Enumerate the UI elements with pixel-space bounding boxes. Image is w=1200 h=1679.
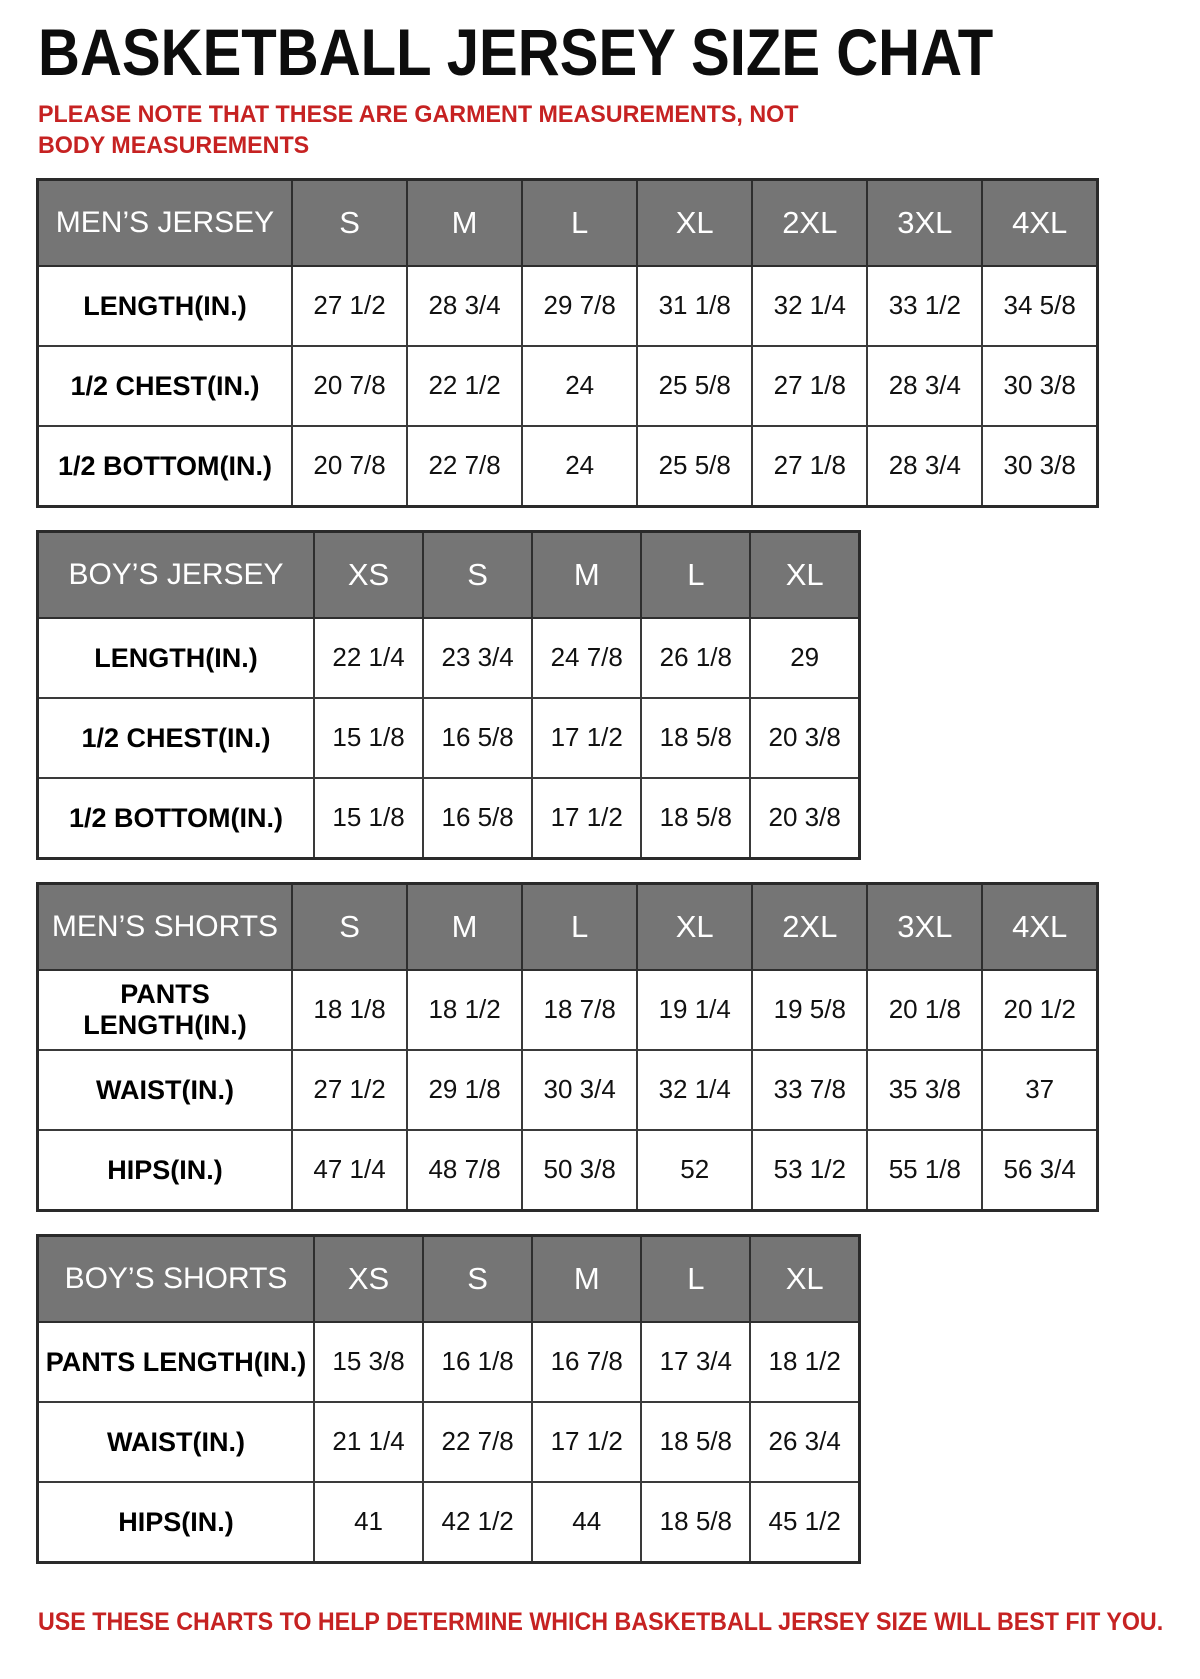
measurement-value: 27 1/2 [292,266,407,346]
size-column-header: XS [314,1235,423,1322]
table-header-row [38,883,1098,970]
table-title-cell: MEN’S JERSEY [38,179,293,266]
measurement-value: 45 1/2 [750,1482,859,1563]
size-column-header: XL [750,1235,859,1322]
size-column-header: L [641,531,750,618]
measurement-value: 24 7/8 [532,618,641,698]
size-column-header: 4XL [982,883,1097,970]
measurement-value: 29 [750,618,859,698]
size-column-header: XL [750,531,859,618]
row-label: LENGTH(IN.) [38,618,315,698]
measurement-value: 24 [522,426,637,507]
size-column-header: M [407,179,522,266]
measurement-value: 26 1/8 [641,618,750,698]
table-header-row [38,531,860,618]
row-label: PANTS LENGTH(IN.) [38,970,293,1050]
row-label: WAIST(IN.) [38,1050,293,1130]
measurement-value: 47 1/4 [292,1130,407,1211]
measurement-value: 53 1/2 [752,1130,867,1211]
row-label: PANTS LENGTH(IN.) [38,1322,315,1402]
measurement-value: 15 1/8 [314,778,423,859]
size-column-header: XS [314,531,423,618]
table-row [38,698,860,778]
measurement-value: 19 5/8 [752,970,867,1050]
measurement-value: 33 7/8 [752,1050,867,1130]
table-header-row [38,179,1098,266]
measurement-value: 18 5/8 [641,1402,750,1482]
row-label: LENGTH(IN.) [38,266,293,346]
measurement-value: 18 7/8 [522,970,637,1050]
size-column-header: 4XL [982,179,1097,266]
table-row [38,778,860,859]
measurement-value: 18 5/8 [641,698,750,778]
table-row [38,618,860,698]
measurement-value: 34 5/8 [982,266,1097,346]
size-column-header: 2XL [752,883,867,970]
measurement-value: 17 1/2 [532,1402,641,1482]
measurement-value: 22 7/8 [423,1402,532,1482]
boys-jersey-table [36,530,1164,860]
measurement-value: 31 1/8 [637,266,752,346]
measurement-value: 25 5/8 [637,426,752,507]
size-column-header: 3XL [867,179,982,266]
measurement-value: 29 7/8 [522,266,637,346]
measurement-value: 33 1/2 [867,266,982,346]
row-label: 1/2 CHEST(IN.) [38,698,315,778]
row-label: HIPS(IN.) [38,1482,315,1563]
mens-shorts-table [36,882,1164,1212]
measurement-value: 18 1/2 [407,970,522,1050]
measurement-value: 20 7/8 [292,426,407,507]
measurement-value: 18 1/2 [750,1322,859,1402]
measurement-value: 22 1/4 [314,618,423,698]
measurement-value: 28 3/4 [867,346,982,426]
measurement-value: 17 1/2 [532,778,641,859]
measurement-value: 22 1/2 [407,346,522,426]
row-label: 1/2 CHEST(IN.) [38,346,293,426]
measurement-value: 27 1/2 [292,1050,407,1130]
measurement-value: 19 1/4 [637,970,752,1050]
measurement-value: 28 3/4 [407,266,522,346]
measurement-value: 44 [532,1482,641,1563]
measurement-value: 52 [637,1130,752,1211]
measurement-value: 20 3/8 [750,778,859,859]
mens-jersey-table [36,178,1164,508]
table-title-cell: BOY’S JERSEY [38,531,315,618]
row-label: 1/2 BOTTOM(IN.) [38,778,315,859]
size-column-header: M [532,1235,641,1322]
measurement-value: 22 7/8 [407,426,522,507]
size-column-header: M [532,531,641,618]
page-title: BASKETBALL JERSEY SIZE CHAT [38,15,994,89]
measurement-value: 28 3/4 [867,426,982,507]
measurement-value: 25 5/8 [637,346,752,426]
measurement-value: 23 3/4 [423,618,532,698]
table-row [38,1482,860,1563]
measurement-value: 20 3/8 [750,698,859,778]
measurement-value: 15 3/8 [314,1322,423,1402]
measurement-value: 41 [314,1482,423,1563]
measurement-value: 20 1/2 [982,970,1097,1050]
table-title-cell: BOY’S SHORTS [38,1235,315,1322]
table-row [38,1050,1098,1130]
measurement-value: 18 5/8 [641,778,750,859]
size-column-header: 2XL [752,179,867,266]
measurement-value: 16 5/8 [423,778,532,859]
measurement-value: 37 [982,1050,1097,1130]
size-table [36,530,861,860]
row-label: 1/2 BOTTOM(IN.) [38,426,293,507]
size-column-header: 3XL [867,883,982,970]
row-label: HIPS(IN.) [38,1130,293,1211]
size-column-header: XL [637,883,752,970]
measurement-value: 35 3/8 [867,1050,982,1130]
size-column-header: S [423,531,532,618]
size-table [36,882,1099,1212]
measurement-value: 50 3/8 [522,1130,637,1211]
table-row [38,346,1098,426]
measurement-value: 32 1/4 [752,266,867,346]
fit-advice-footer: USE THESE CHARTS TO HELP DETERMINE WHICH BASKETBALL JERSEY SIZE WILL BEST FIT YOU. [38,1607,1164,1636]
measurement-value: 24 [522,346,637,426]
measurement-value: 15 1/8 [314,698,423,778]
measurement-value: 48 7/8 [407,1130,522,1211]
measurement-value: 32 1/4 [637,1050,752,1130]
table-row [38,266,1098,346]
size-column-header: XL [637,179,752,266]
measurement-value: 42 1/2 [423,1482,532,1563]
measurement-value: 16 1/8 [423,1322,532,1402]
size-column-header: S [292,883,407,970]
measurement-value: 27 1/8 [752,426,867,507]
measurement-value: 17 1/2 [532,698,641,778]
measurement-value: 17 3/4 [641,1322,750,1402]
measurement-value: 30 3/8 [982,346,1097,426]
table-title-cell: MEN’S SHORTS [38,883,293,970]
measurement-value: 55 1/8 [867,1130,982,1211]
table-row [38,1322,860,1402]
table-row [38,970,1098,1050]
table-row [38,1130,1098,1211]
table-header-row [38,1235,860,1322]
row-label: WAIST(IN.) [38,1402,315,1482]
size-column-header: L [522,883,637,970]
size-column-header: M [407,883,522,970]
measurement-value: 30 3/4 [522,1050,637,1130]
measurement-value: 30 3/8 [982,426,1097,507]
measurement-value: 27 1/8 [752,346,867,426]
size-column-header: S [423,1235,532,1322]
measurement-value: 16 7/8 [532,1322,641,1402]
size-column-header: S [292,179,407,266]
size-table [36,1234,861,1564]
measurement-value: 20 1/8 [867,970,982,1050]
table-row [38,1402,860,1482]
table-row [38,426,1098,507]
garment-measurement-note: PLEASE NOTE THAT THESE ARE GARMENT MEASUREMENTS, NOT BODY MEASUREMENTS [38,101,799,160]
measurement-value: 56 3/4 [982,1130,1097,1211]
size-column-header: L [641,1235,750,1322]
measurement-value: 16 5/8 [423,698,532,778]
size-column-header: L [522,179,637,266]
measurement-value: 26 3/4 [750,1402,859,1482]
size-table [36,178,1099,508]
measurement-value: 20 7/8 [292,346,407,426]
boys-shorts-table [36,1234,1164,1564]
measurement-value: 29 1/8 [407,1050,522,1130]
measurement-value: 18 1/8 [292,970,407,1050]
measurement-value: 18 5/8 [641,1482,750,1563]
measurement-value: 21 1/4 [314,1402,423,1482]
